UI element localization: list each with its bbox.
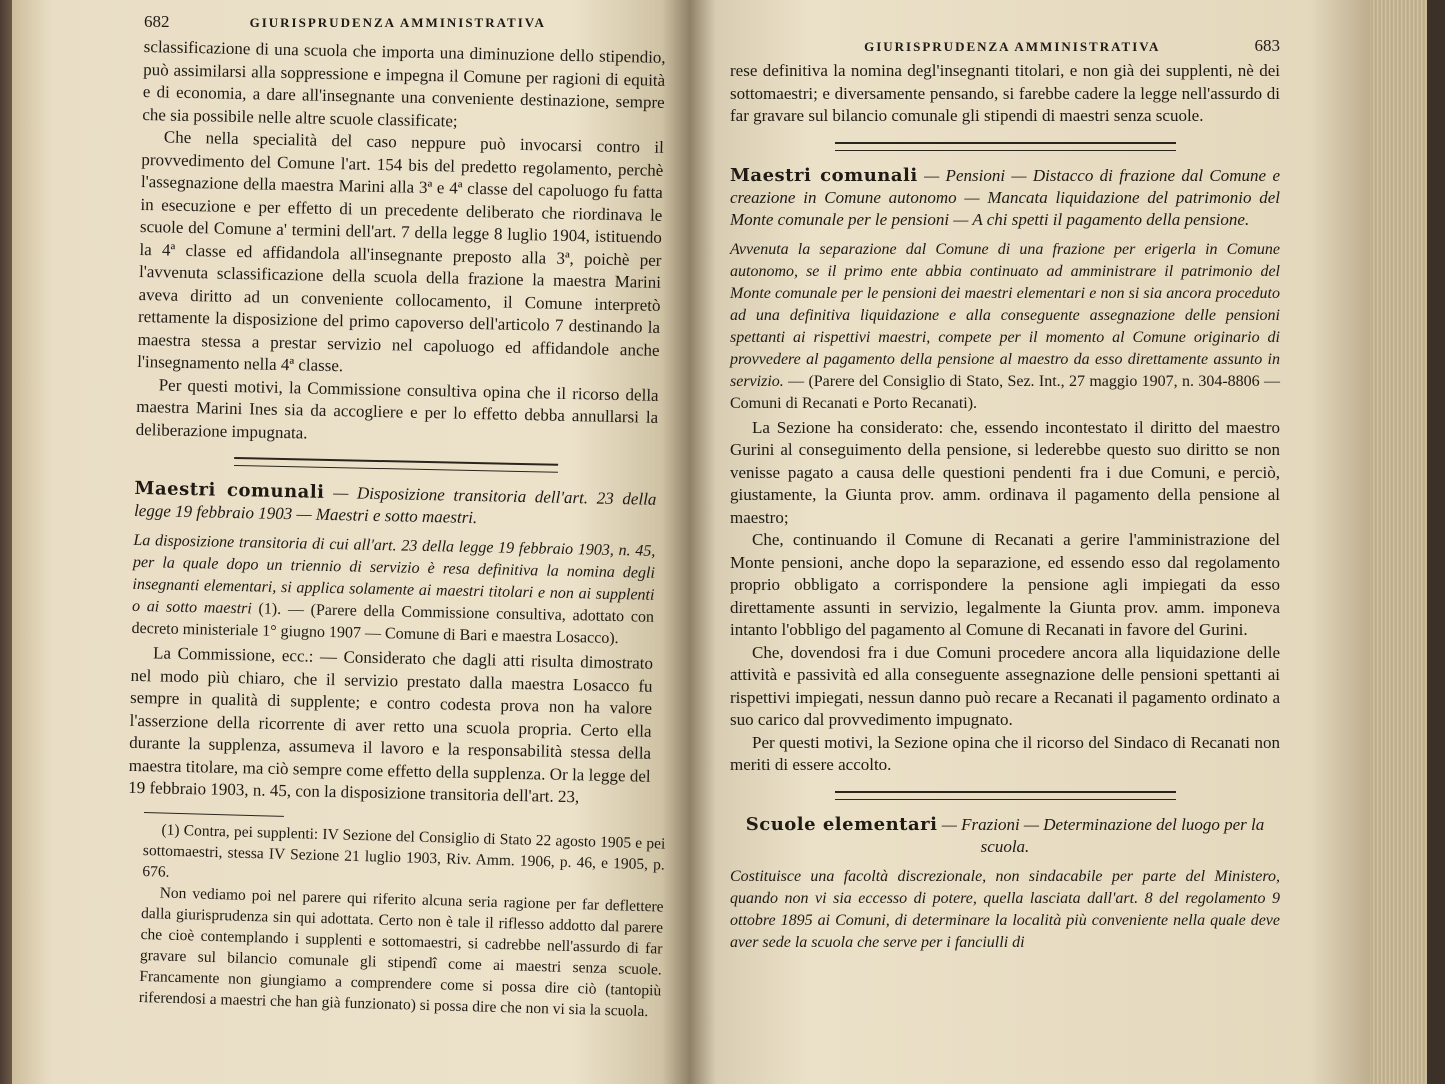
right-section1-title: Maestri comunali <box>730 164 918 186</box>
left-footnotes <box>139 812 666 1022</box>
right-section2-abstract-text: Costituisce una facoltà discrezionale, non sindacabile per parte del Ministero, quando non vi sia eccesso di potere, quella lasciata dall'art. 8 del regolamento 9 ottobre 1895 ai Comuni, di determinare la località più conveniente nella quale deve aver sede la scuola che serve per i fanciulli di <box>730 867 1280 951</box>
right-running-head: GIURISPRUDENZA AMMINISTRATIVA <box>864 39 1161 54</box>
left-main-text <box>128 36 666 810</box>
left-page-number: 682 <box>144 12 170 31</box>
right-section2-subtitle: — Frazioni — Determinazione del luogo per la scuola. <box>937 814 1265 856</box>
right-intro-paragraph: rese definitiva la nomina degl'insegnanti titolari, e non già dei supplenti, nè dei sottomaestri; e diversamente pensando, si farebbe cadere la legge nell'assurdo di far gravare sul bilancio comunale gli stipendi di maestri senza scuole. <box>730 61 1280 125</box>
left-section-title: Maestri comunali <box>134 477 325 503</box>
left-abstract <box>131 530 655 651</box>
footnote-comment: Non vediamo poi nel parere qui riferito alcuna seria ragione per far deflettere dalla giurisprudenza sin qui adottata. Certo non è tale il riflesso addotto dal parere che cioè contemplando i supplenti e sottomaestri, si cadrebbe nell'assurdo di far gravare sul bilancio comunale gli stipendî come ai maestri senza scuole. Francamente non giungiamo a comprendere come si possa dire ciò (tantopiù riferendosi a maestri che han già funzionato) si possa dire che non vi sia la scuola. <box>138 883 664 1020</box>
left-intro-paragraph-2: Che nella specialità del caso neppure può invocarsi contro il provvedimento del Comune l'art. 154 bis del predetto regolamento, perchè l'assegnazione della maestra Marini alla 3ª e 4ª classe del capoluogo fu fatta in esecuzione e per effetto di un precedente deliberato che riordinava le scuole del Comune a' termini dell'art. 7 della legge 8 luglio 1904, istituendo la 4ª classe ed affidandola all'insegnante preposto alla 3ª, poichè per l'avvenuta sclassificazione della scuola della frazione la maestra Marini aveva diritto ad un conveniente collocamento, il Comune interpretò rettamente la disposizione del primo capoverso dell'articolo 7 destinando la maestra stessa a prestar servizio nel capoluogo ed affidandole anche l'insegnamento nella 4ª classe. <box>136 127 664 376</box>
left-intro-paragraph-3: Per questi motivi, la Commissione consultiva opina che il ricorso della maestra Marini Ines sia da accogliere e per lo effetto debba annullarsi la deliberazione impugnata. <box>135 374 659 443</box>
book-page-edges <box>1370 0 1445 1084</box>
right-header <box>730 36 1280 56</box>
right-page-number: 683 <box>1254 36 1280 55</box>
left-section-subtitle: — Disposizione transitoria dell'art. 23 della legge 19 febbraio 1903 — Maestri e sotto maestri. <box>133 482 657 528</box>
section-separator <box>835 142 1176 151</box>
left-body-paragraph: La Commissione, ecc.: — Considerato che dagli atti risulta dimostrato nel modo più chiaro, che il servizio prestato dalla maestra Losacco fu sempre in qualità di supplente; e contro codesta prova non ha valore l'asserzione della ricorrente di aver retto una scuola propria. Certo ella durante la supplenza, assumeva il lavoro e la responsabilità stessa della maestra titolare, ma ciò sempre come effetto della supplenza. Or la legge del 19 febbraio 1903, n. 45, con la disposizione transitoria dell'art. 23, <box>128 643 654 807</box>
left-page <box>12 0 690 1084</box>
right-section2-abstract <box>730 866 1280 954</box>
right-page <box>690 0 1370 1084</box>
left-header <box>144 12 666 32</box>
right-paragraph-4: Per questi motivi, la Sezione opina che il ricorso del Sindaco di Recanati non meriti di essere accolto. <box>730 732 1280 774</box>
footnote-rule <box>144 812 284 817</box>
right-section1-abstract-citation: — (Parere del Consiglio di Stato, Sez. Int., 27 maggio 1907, n. 304-8806 — Comuni di Recanati e Porto Recanati). <box>730 372 1280 412</box>
section-separator <box>835 791 1176 800</box>
right-section1-abstract-text: Avvenuta la separazione dal Comune di una frazione per erigerla in Comune autonomo, se il primo ente abbia continuato ad amministrare il patrimonio del Monte comunale per le pensioni dei maestri elementari e non si sia ancora proceduto ad una definitiva liquidazione e alla conseguente assegnazione delle pensioni spettanti ai rispettivi maestri, compete per il momento al Comune originario di provvedere al pagamento della pensione al maestro da esso direttamente assunto in servizio. <box>730 240 1280 390</box>
left-intro-paragraph-1: sclassificazione di una scuola che importa una diminuzione dello stipendio, può assimilarsi alla soppressione e impegna il Comune per ragioni di equità e di economia, a dare all'insegnante una conveniente destinazione, sempre che sia possibile nelle altre scuole classificate; <box>142 36 666 131</box>
right-section1-heading <box>730 165 1280 231</box>
footnote-1: (1) Contra, pei supplenti: IV Sezione del Consiglio di Stato 22 agosto 1905 e pei sottomaestri, stessa IV Sezione 21 luglio 1903, Riv. Amm. 1906, p. 46, e 1905, p. 676. <box>142 820 666 881</box>
section-separator <box>234 457 558 473</box>
right-section1-abstract <box>730 239 1280 415</box>
left-abstract-text: La disposizione transitoria di cui all'art. 23 della legge 19 febbraio 1903, n. 45, per la quale dopo un triennio di servizio è resa definitiva la nomina degli insegnanti elementari, si applica solamente ai maestri titolari e non ai supplenti o ai sotto maestri <box>131 531 656 618</box>
right-paragraph-1: La Sezione ha considerato: che, essendo incontestato il diritto del maestro Gurini al conseguimento della pensione, si lederebbe questo suo diritto se non venisse pagato a causa delle questioni pendenti fra i due Comuni, e perciò, giustamente, la Giunta prov. amm. ordinava il pagamento della pensione al maestro; <box>730 417 1280 527</box>
right-paragraph-3: Che, dovendosi fra i due Comuni procedere ancora alla liquidazione delle attività e passività ed alla conseguente assegnazione delle pensioni spettanti ai rispettivi impiegati, nessun danno può recare a Recanati il pagamento ordinato a suo carico dal provvedimento impugnato. <box>730 642 1280 729</box>
left-running-head: GIURISPRUDENZA AMMINISTRATIVA <box>249 15 546 30</box>
right-section1-subtitle: — Pensioni — Distacco di frazione dal Comune e creazione in Comune autonomo — Mancata liquidazione del patrimonio del Monte comunale per le pensioni — A chi spetti il pagamento della pensione. <box>730 165 1280 229</box>
right-paragraph-2: Che, continuando il Comune di Recanati a gerire l'amministrazione del Monte pensioni, anche dopo la separazione, ed essendo esso dal regolamento proprio obbligato a corrispondere la pensione agli impiegati da esso direttamente assunti in servizio, legalmente la Giunta prov. amm. imponeva intanto l'obbligo del pagamento al Comune di Recanati in favore del Gurini. <box>730 530 1280 639</box>
left-abstract-citation: (1). — (Parere della Commissione consultiva, adottato con decreto ministeriale 1° giugno 1907 — Comune di Bari e maestra Losacco). <box>131 600 655 648</box>
right-section2-heading <box>730 814 1280 858</box>
left-section-heading <box>134 478 657 533</box>
right-section2-title: Scuole elementari <box>745 813 938 835</box>
